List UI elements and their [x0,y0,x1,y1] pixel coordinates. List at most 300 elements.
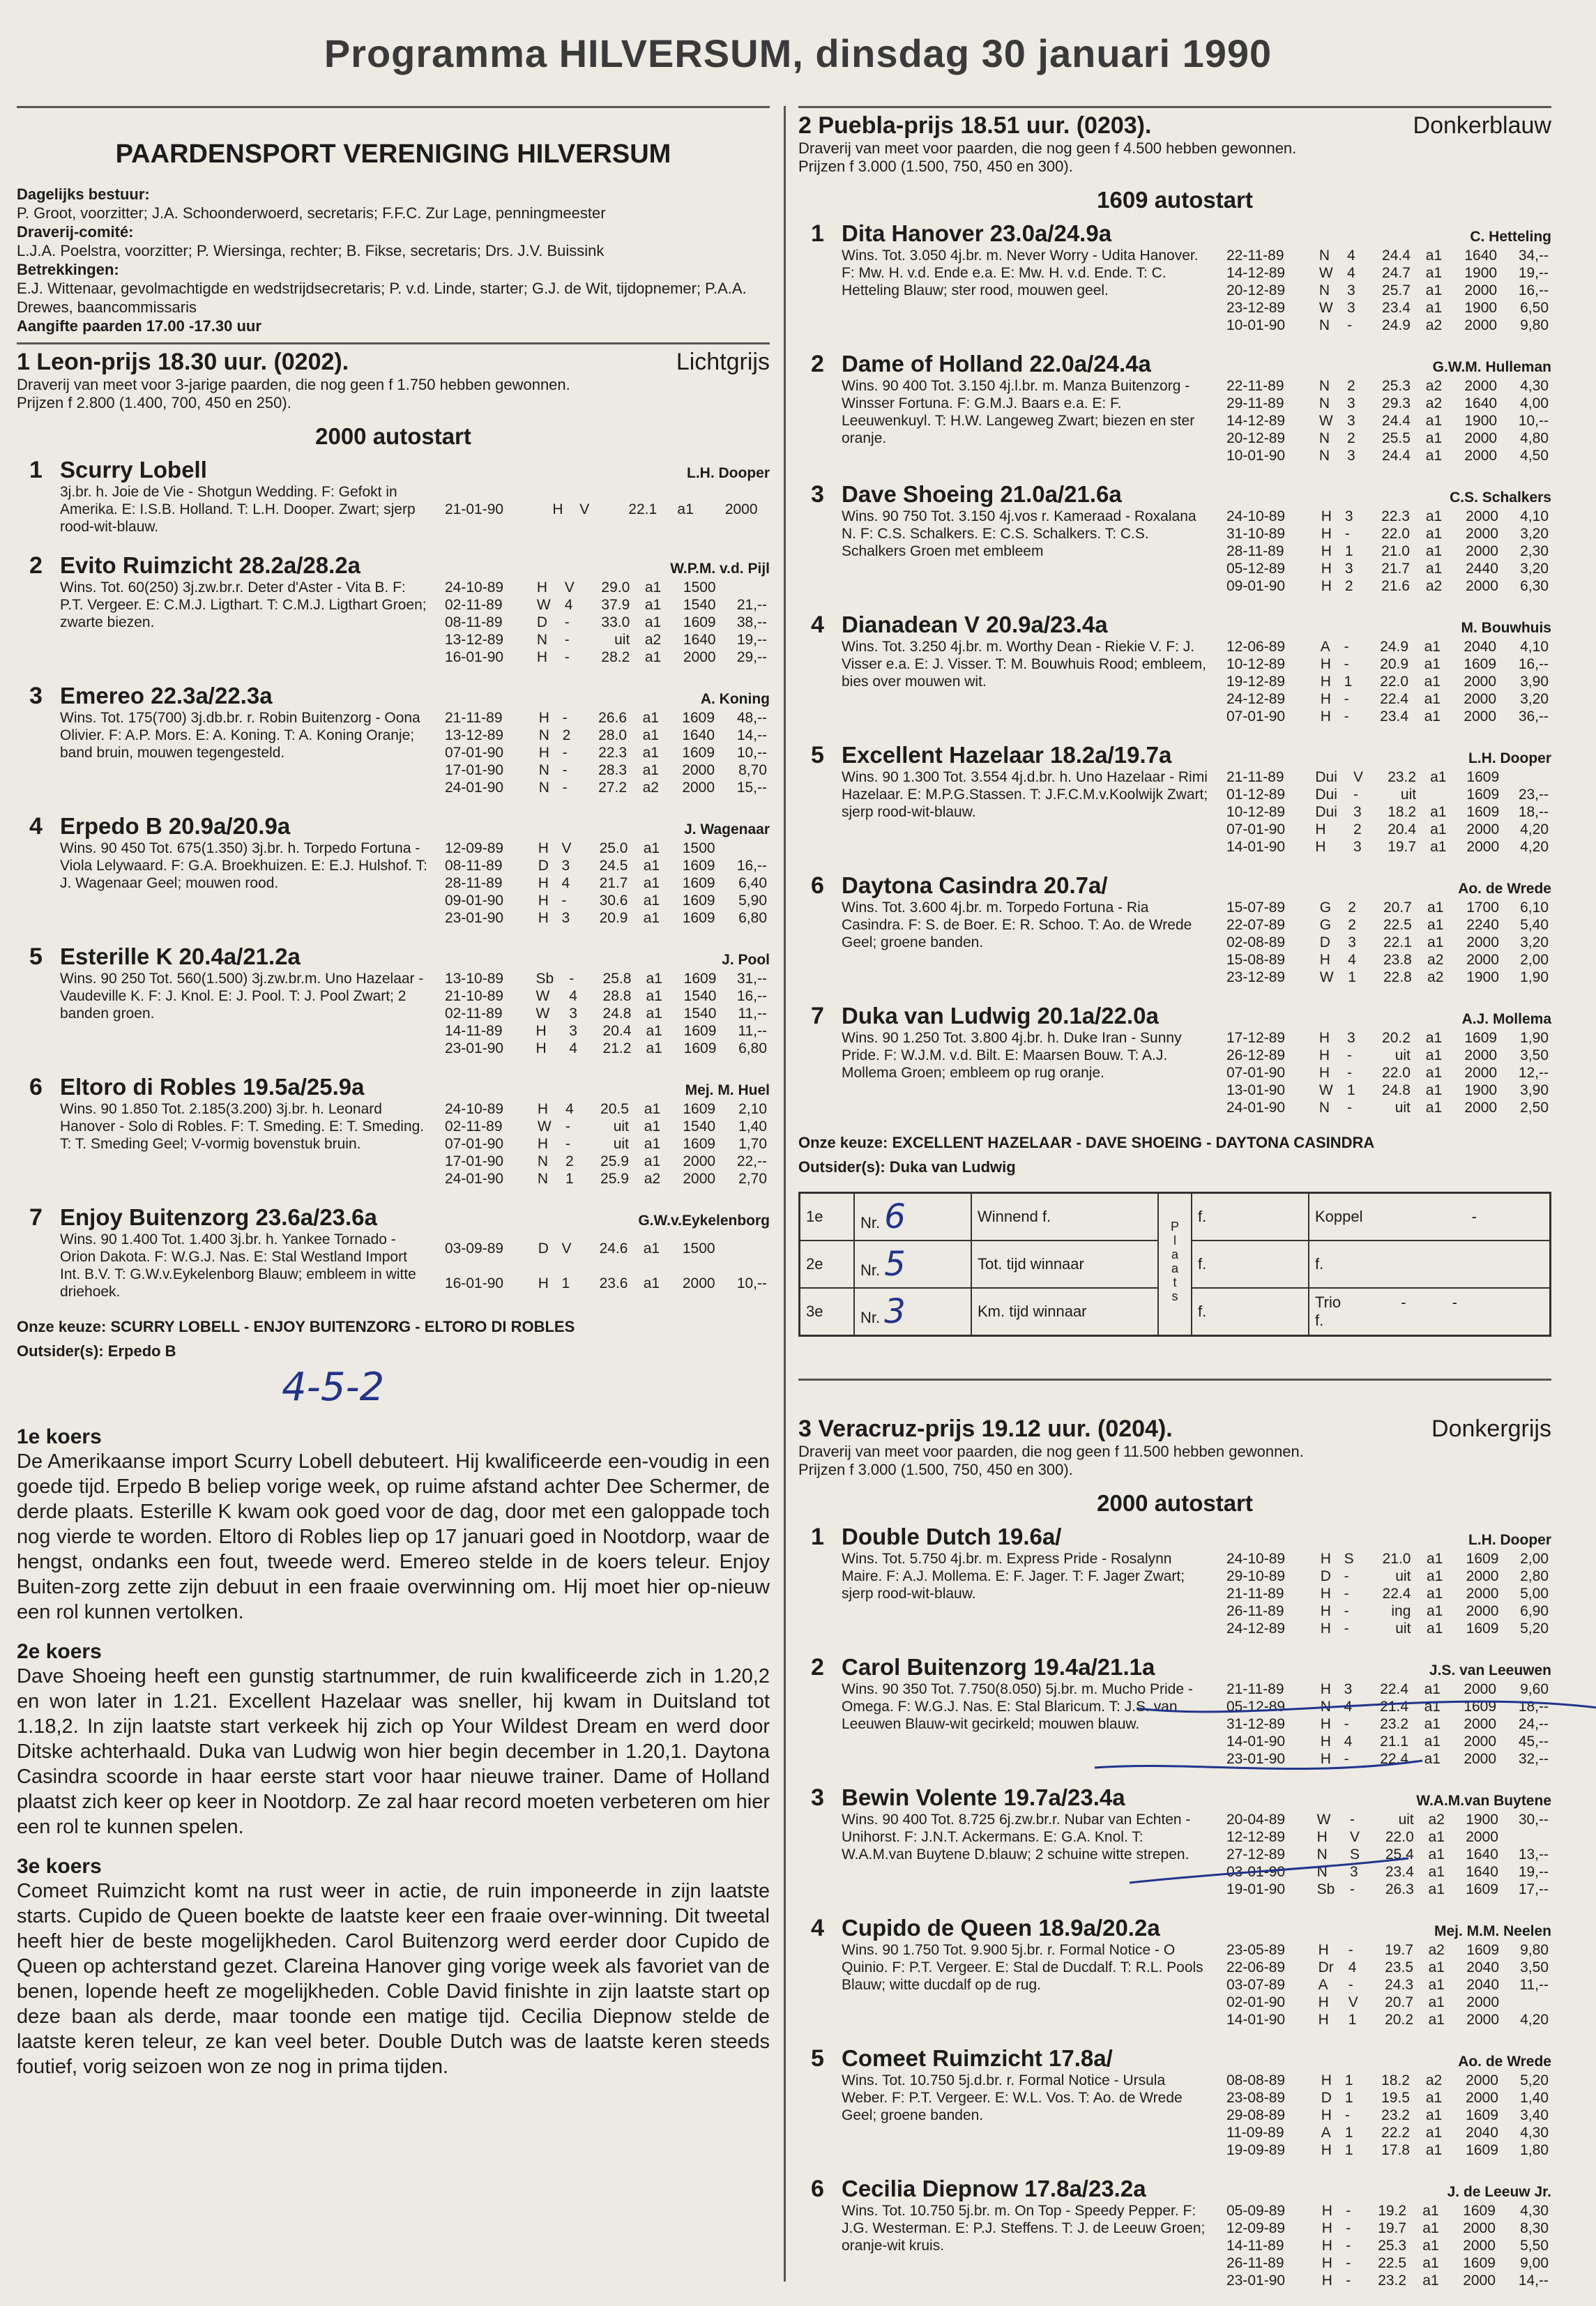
form-cell: D [1319,934,1330,950]
form-cell: 26-11-89 [1226,1603,1284,1619]
horse-name: Bewin Volente 19.7a/23.4a [842,1784,1125,1810]
commentary-text: De Amerikaanse import Scurry Lobell debuteert. Hij kwalificeerde een-voudig in een goede tijd. Erpedo B beliep vorige week, op ruime afstand achter Dee Schermer, de derde plaats. Esterille K kwam ook goed voor de dag, door met een galoppade toch nog vierde te worden. Eltoro di Robles liep op 17 januari goed in Nootdorp, waar de hengst, ondanks een fout, tweede werd. Emereo stelde in de koers teleur. Enjoy Buiten-zorg zette zijn debuut in een fraaie overwinning om. Hij moet hier op-nieuw een rol kunnen vertolken. [17,1450,770,1623]
form-cell: a1 [1430,804,1447,820]
horse-name: Daytona Casindra 20.7a/ [842,872,1108,898]
form-cell: - [564,649,570,665]
form-cell: a1 [1422,2220,1439,2236]
horse-entry [17,552,770,666]
form-cell: V [579,501,590,517]
form-cell: N [1318,430,1330,446]
association-line: Aangifte paarden 17.00 -17.30 uur [17,317,261,335]
form-cell: a1 [643,858,660,874]
form-cell: 2000 [1463,2220,1496,2236]
grid-f: f. [1309,1241,1551,1288]
form-cell: 48,-- [736,710,767,726]
form-cell: S [1349,1846,1360,1863]
form-cell: 09-01-90 [1226,578,1286,594]
form-cell: a1 [1430,821,1447,837]
form-cell: 12-09-89 [445,840,504,856]
form-cell: a1 [1425,282,1443,298]
form-cell: 3,20 [1520,561,1549,577]
form-cell: 19-12-89 [1226,674,1286,690]
horse-entry [798,1654,1551,1768]
horse-body [842,220,1551,334]
grid-tot-tijd: Tot. tijd winnaar [971,1241,1158,1288]
horse-body [60,1204,770,1300]
form-cell: 1540 [683,988,717,1004]
form-cell: - [562,710,568,726]
form-cell: 10-12-89 [1226,804,1286,820]
top-rule [17,106,770,108]
horse-number: 3 [29,683,43,709]
horse-description: Wins. 90 400 Tot. 8.725 6j.zw.br.r. Nubar van Echten - Unihorst. F: J.N.T. Ackermans. E: G.A. Knol. T: W.A.M.van Buytene D.blauw; 2 schuine witte strepen. [842,1812,1191,1863]
form-row [1224,317,1551,334]
form-cell: a2 [1428,1812,1445,1828]
form-row [442,970,770,987]
form-cell: 30.6 [599,893,628,909]
form-cell: a1 [1425,561,1443,577]
form-cell: a1 [1422,2238,1439,2254]
form-cell: 2000 [1464,674,1497,690]
form-row [1224,1047,1551,1064]
form-cell: 07-01-90 [445,1136,504,1152]
form-cell: 1640 [683,632,716,648]
horse-body [842,2045,1551,2159]
section-rule [17,342,770,344]
race-title: 2 Puebla-prijs 18.51 uur. (0203). [798,112,1152,139]
form-cell: 20-12-89 [1226,430,1286,446]
form-cell: 29-10-89 [1226,1568,1286,1584]
form-row [1224,543,1551,560]
form-cell: a1 [1424,1751,1441,1767]
form-row [442,1135,770,1153]
form-cell: 38,-- [736,614,767,630]
form-cell: 2000 [1466,839,1500,855]
horse-driver: W.P.M. v.d. Pijl [670,561,770,577]
form-cell: 9,60 [1520,1681,1549,1697]
form-cell: a1 [1428,1846,1445,1863]
form-cell: 16,-- [736,988,767,1004]
horse-entry [798,1003,1551,1116]
form-cell: 19.2 [1378,2203,1407,2219]
grid-km-tijd: Km. tijd winnaar [971,1288,1158,1336]
horse-description: Wins. 90 450 Tot. 675(1.350) 3j.br. h. Torpedo Fortuna - Viola Lelywaard. F: G.A. Broekhuizen. E: E.J. Hulshof. T: J. Wagenaar Geel; mouwen rood. [60,840,427,891]
form-cell: 4 [564,597,573,613]
horse-number: 1 [811,220,824,247]
form-cell: 12-06-89 [1226,639,1286,655]
form-row [442,727,770,744]
form-cell: uit [1400,787,1417,803]
form-cell: 07-01-90 [1226,1065,1286,1081]
form-cell: 25.9 [600,1153,629,1169]
horse-driver: Mej. M.M. Neelen [1434,1923,1551,1939]
horse-description: Wins. Tot. 3.250 4j.br. m. Worthy Dean - Riekie V. F: J. Visser e.a. E: J. Visser. T: M. Bouwhuis Rood; embleem, bies over mouwen wit. [842,639,1206,690]
horse-description: Wins. 90 400 Tot. 3.150 4j.l.br. m. Manza Buitenzorg - Winsser Fortuna. F: G.M.J. Baars e.a. E: F. Leeuwenkuyl. T: H.W. Langeweg Zwart; biezen en ster oranje. [842,378,1195,446]
horse-name: Erpedo B 20.9a/20.9a [60,813,291,839]
horse-details [842,377,1551,464]
form-cell: 1609 [683,971,717,987]
form-cell: 22.4 [1380,1681,1409,1697]
horse-details [842,2072,1551,2159]
form-cell: 24-10-89 [1226,1551,1286,1567]
form-cell: 03-07-89 [1226,1977,1286,1993]
form-cell: N [1316,1846,1328,1863]
form-cell: a1 [1424,1699,1441,1715]
form-row [442,987,770,1005]
form-cell: Sb [1316,1881,1335,1897]
form-cell: 28.8 [602,988,632,1004]
race-3 [798,1416,1551,2289]
form-cell: H [1321,508,1332,524]
form-cell: 4 [1346,265,1355,281]
horse-entry [798,612,1551,725]
form-cell: 1609 [1464,1699,1497,1715]
form-cell: 26.6 [598,710,628,726]
form-cell: H [1320,1716,1331,1732]
form-cell: uit [1395,1621,1411,1637]
form-row [442,909,770,927]
form-cell: - [565,1118,570,1135]
form-cell: W [535,988,550,1004]
commentary-heading: 2e koers [17,1640,102,1663]
horse-header [842,612,1551,638]
form-cell: 36,-- [1518,708,1549,725]
form-cell: 13-01-90 [1226,1082,1286,1098]
form-cell: 19.5 [1381,2090,1410,2106]
form-row [1224,264,1551,282]
horse-name: Dame of Holland 22.0a/24.4a [842,351,1151,377]
form-cell: 1540 [683,1006,717,1022]
form-cell: H [1321,2220,1332,2236]
horse-body [60,683,770,796]
horse-form-table [442,970,770,1057]
form-cell: G [1319,917,1332,933]
form-cell: 1 [1348,2012,1357,2028]
form-cell: a1 [677,501,694,517]
form-cell: 31-10-89 [1226,526,1286,542]
horse-form-table [442,1100,770,1188]
form-cell: - [1353,787,1359,803]
form-row [1224,1959,1551,1976]
form-cell: a1 [1425,2142,1443,2158]
form-cell: a1 [1426,1603,1443,1619]
form-cell: - [1346,1047,1352,1063]
form-cell: a1 [1425,448,1443,464]
form-cell: - [1344,691,1349,707]
form-row [1224,690,1551,708]
horse-number: 7 [811,1003,824,1029]
form-cell: 23.8 [1383,952,1412,968]
form-row [442,840,770,857]
form-cell: 22-11-89 [1226,248,1284,264]
form-cell: 22.0 [1382,1065,1411,1081]
form-cell: 3 [1344,561,1353,577]
form-cell: 22.4 [1380,1751,1409,1767]
horse-description: Wins. Tot. 3.600 4j.br. m. Torpedo Fortuna - Ria Casindra. F: S. de Boer. E: R. Schoo. T: Ao. de Wrede Geel; groene banden. [842,900,1192,950]
form-cell: 16,-- [736,858,767,874]
form-row [442,631,770,648]
race-commentary [17,1425,770,2079]
horse-driver: G.W.M. Hulleman [1432,359,1551,375]
form-cell: a1 [644,1101,661,1117]
form-cell: 2 [1348,900,1356,916]
form-cell: H [1320,1734,1331,1750]
grid-nr-label: Nr. [860,1214,881,1231]
race-header [798,112,1551,139]
form-cell: H [552,501,563,517]
form-cell: 2040 [1464,639,1497,655]
form-cell: 29-11-89 [1226,395,1284,411]
form-cell: 09-01-90 [445,893,504,909]
form-row [442,761,770,779]
form-cell: uit [1394,1100,1411,1116]
form-cell: 2,10 [738,1101,767,1117]
horse-body [842,1654,1551,1768]
form-cell: 31-12-89 [1226,1716,1286,1732]
form-cell: D [538,1240,549,1257]
form-cell: 4 [565,1101,574,1117]
form-cell: 02-11-89 [445,1118,503,1135]
form-cell: 4 [1348,952,1356,968]
form-cell: 20.9 [1380,656,1409,672]
form-cell: 22.3 [598,745,628,761]
form-cell: 1 [1346,1082,1355,1098]
form-cell: 1609 [1466,1621,1499,1637]
form-cell: 1500 [683,579,716,596]
form-cell: - [1344,526,1350,542]
form-cell: H [1318,2012,1329,2028]
form-cell: a1 [1425,248,1443,264]
form-row [1224,969,1551,986]
horse-header [60,552,770,579]
horse-body [842,872,1551,986]
association-line: L.J.A. Poelstra, voorzitter; P. Wiersinga, rechter; B. Fikse, secretaris; Drs. J.V. Buissink [17,242,605,259]
grid-koppel [1309,1193,1551,1241]
form-cell: a1 [1422,2273,1439,2289]
form-cell: 1609 [682,745,715,761]
form-cell: W [1319,969,1334,985]
form-cell: a2 [1427,952,1444,968]
form-cell: H [1318,1942,1329,1958]
horse-number: 4 [811,612,824,638]
form-cell: 1540 [683,597,716,613]
horse-details [60,483,770,536]
form-cell: 20.7 [1383,900,1412,916]
form-cell [1502,1994,1551,2011]
form-cell: - [1346,2203,1351,2219]
horse-entry [798,872,1551,986]
form-row [442,1153,770,1170]
horse-body [842,742,1551,856]
form-cell: a2 [1425,317,1443,333]
form-cell: 1609 [1463,2203,1496,2219]
horse-body [842,1524,1551,1637]
form-row [1224,377,1551,395]
form-cell: 2000 [1464,282,1498,298]
horse-entry [798,2176,1551,2289]
form-cell: 1900 [1464,413,1498,429]
form-row [1224,951,1551,969]
form-cell: 23.2 [1380,1716,1409,1732]
form-cell: 23.4 [1385,1864,1414,1880]
form-cell: a1 [1430,839,1447,855]
form-cell: H [1320,1586,1331,1602]
form-cell: 24.4 [1382,448,1411,464]
horse-body [842,351,1551,464]
form-cell: 14-01-90 [1226,839,1286,855]
form-cell: 22-06-89 [1226,1959,1286,1975]
form-cell: a2 [642,780,659,796]
form-row [1224,2220,1551,2237]
horse-driver: Ao. de Wrede [1458,881,1551,897]
horse-form-table [442,483,770,536]
form-row [442,1022,770,1040]
form-cell: 2000 [1464,1100,1498,1116]
form-cell: uit [1395,1568,1411,1584]
form-cell: 1640 [1466,1864,1498,1880]
horse-entry [17,813,770,927]
form-row [442,744,770,761]
form-cell: 4 [569,988,577,1004]
form-cell: 23.4 [1380,708,1409,725]
form-row [442,596,770,614]
horse-header [842,1003,1551,1029]
form-cell: 20.4 [1388,821,1417,837]
form-cell: 18.2 [1388,804,1417,820]
form-cell: a1 [644,1136,661,1152]
form-cell: a1 [643,840,660,856]
grid-dash: - [1452,1294,1457,1311]
form-cell: 1900 [1466,969,1499,985]
form-cell: 2000 [682,762,715,778]
form-cell: 1640 [1464,248,1498,264]
form-cell: 23-01-90 [1226,1751,1286,1767]
commentary-text: Dave Shoeing heeft een gunstig startnummer, de ruin kwalificeerde zich in 1.20,2 en won later in 1.21. Excellent Hazelaar was sneller, hij kwam in Duitsland tot 1.18,2. In zijn laatste start verkeek hij zich op Your Wildest Dream en werd door Ditske achterhaald. Duka van Ludwig won hier begin december in 1.20,1. Daytona Casindra scoorde in haar eerste start voor haar nieuwe trainer. Dame of Holland plaatst zich keer op keer in Nootdorp. Ze zal haar record moeten verbeteren om hier een rol te kunnen spelen. [17,1665,770,1838]
form-cell: 2000 [1466,1586,1499,1602]
form-cell: W [1318,413,1333,429]
form-cell: - [1349,1881,1355,1897]
horse-entry [798,220,1551,334]
form-cell: 2000 [1466,2012,1500,2028]
form-cell: 19-01-90 [1226,1881,1286,1897]
form-cell: a2 [1425,2072,1443,2088]
form-cell: 26-12-89 [1226,1047,1286,1063]
form-cell: 3 [1353,804,1362,820]
form-row [1224,1064,1551,1082]
horse-form-table [1224,1550,1551,1637]
form-cell: - [1344,1751,1349,1767]
race-color: Donkergrijs [1431,1416,1551,1442]
form-cell: 25.4 [1385,1846,1414,1863]
form-row [1224,803,1551,821]
horse-number: 4 [29,813,43,840]
form-cell: 2000 [1464,1047,1498,1063]
form-cell: 20.2 [1382,1030,1411,1046]
form-cell: 1500 [682,1240,715,1257]
form-cell: 4 [1346,248,1355,264]
form-cell: 22.2 [1381,2125,1410,2141]
form-cell: H [1320,1551,1331,1567]
form-cell: 24.9 [1382,317,1411,333]
form-cell: a1 [1424,1681,1441,1697]
form-cell: 21.0 [1381,543,1410,559]
form-cell: 3 [569,1023,577,1039]
horse-description: Wins. Tot. 60(250) 3j.zw.br.r. Deter d'Aster - Vita B. F: P.T. Vergeer. E: C.M.J. Ligthart. T: C.M.J. Ligthart Groen; zwarte biezen. [60,579,427,630]
commentary-heading: 1e koers [17,1425,102,1448]
form-cell: 1609 [1466,787,1500,803]
form-cell: 2000 [1466,952,1499,968]
form-cell: 2000 [1464,1065,1498,1081]
form-row [1224,1846,1551,1863]
form-cell: 24-10-89 [445,1101,504,1117]
form-cell: 14-01-90 [1226,2012,1286,2028]
horse-details [60,709,770,796]
form-cell: 19,-- [736,632,767,648]
form-cell: a1 [643,1275,660,1291]
horse-form-table [1224,247,1551,334]
horse-name: Esterille K 20.4a/21.2a [60,943,301,969]
our-pick: Onze keuze: SCURRY LOBELL - ENJOY BUITENZORG - ELTORO DI ROBLES [17,1318,575,1335]
horse-description: Wins. 90 250 Tot. 560(1.500) 3j.zw.br.m. Uno Hazelaar - Vaudeville K. F: J. Knol. E: J. Pool. T: J. Pool Zwart; 2 banden groen. [60,971,424,1022]
horse-form-table [1224,1681,1551,1768]
form-cell: a1 [1425,430,1443,446]
form-row [442,1100,770,1118]
form-row [1224,2107,1551,2124]
form-cell: V [561,1240,572,1257]
association-line: E.J. Wittenaar, gevolmachtigde en wedstrijdsecretaris; P. v.d. Linde, starter; G.J. de Wit, tijdopnemer; P.A.A. Drewes, baancommissaris [17,280,747,316]
form-row [442,709,770,727]
form-cell: 2000 [1466,2072,1498,2088]
form-cell: - [1346,1100,1352,1116]
horse-header [842,2176,1551,2202]
commentary-heading: 3e koers [17,1855,102,1878]
form-cell: 14-12-89 [1226,265,1286,281]
form-cell: 24.8 [602,1006,632,1022]
form-cell: H [537,1136,548,1152]
form-cell: S [1344,1551,1354,1567]
form-cell: a2 [1425,578,1443,594]
form-cell: a2 [1427,969,1444,985]
form-cell: H [538,875,549,891]
form-cell: a1 [1425,2107,1443,2123]
horse-header [842,1915,1551,1941]
form-row [1224,1620,1551,1637]
form-cell: 21.7 [599,875,628,891]
form-cell: H [1321,2255,1332,2271]
horse-form-table [1224,768,1551,856]
form-cell: V [1349,1829,1360,1845]
race-color: Lichtgrijs [676,349,770,375]
form-cell: N [537,1153,548,1169]
form-cell: 1 [1344,2125,1353,2141]
form-cell: a1 [642,727,659,743]
horse-driver: L.H. Dooper [1468,1532,1551,1548]
form-cell: 20.2 [1385,2012,1413,2028]
form-cell: 22.4 [1382,1586,1411,1602]
form-cell: a2 [1425,378,1443,394]
horse-body [842,2176,1551,2289]
form-cell: 17-01-90 [445,1153,504,1169]
form-cell: 2000 [1464,378,1498,394]
form-cell: V [1348,1994,1358,2010]
form-row [1224,2141,1551,2159]
form-cell: - [562,780,568,796]
form-cell: - [1346,317,1352,333]
form-cell: 23-12-89 [1226,300,1286,316]
form-cell: H [1318,1994,1329,2010]
form-cell: 3,50 [1520,1959,1549,1975]
form-cell: 3 [561,858,570,874]
